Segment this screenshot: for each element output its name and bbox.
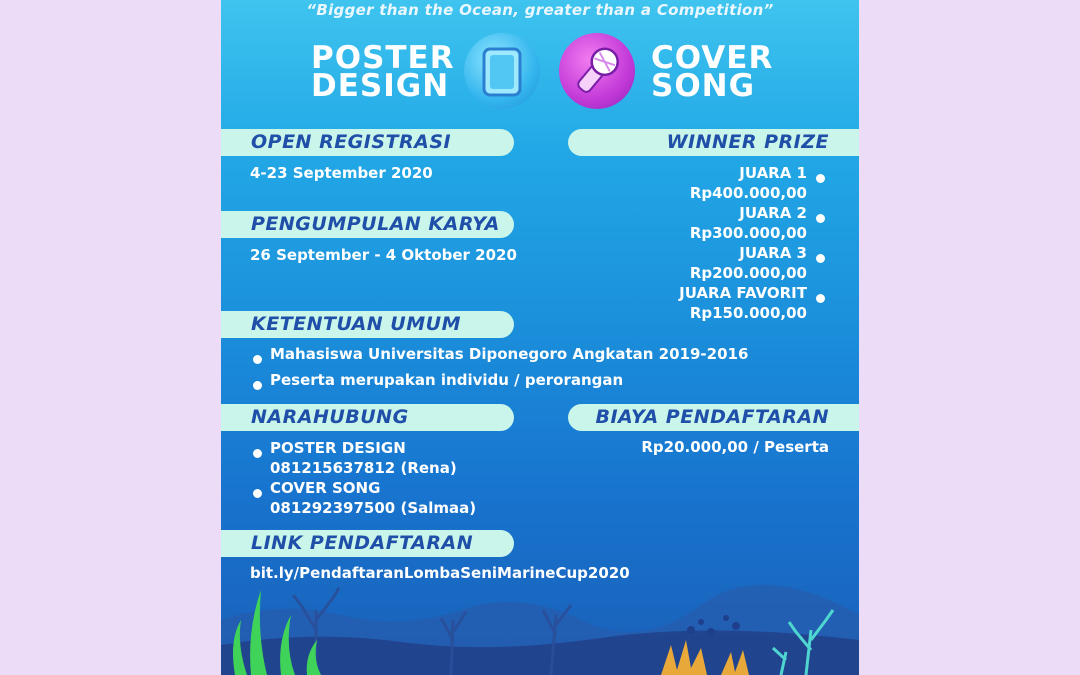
open-registration-date: 4-23 September 2020	[250, 164, 433, 182]
contact-bullet-2	[253, 483, 262, 502]
rules-heading: KETENTUAN UMUM	[221, 311, 514, 338]
poster-design-title	[311, 40, 455, 104]
prize-heading: WINNER PRIZE	[568, 129, 859, 156]
contact-name-1: POSTER DESIGN	[270, 439, 406, 457]
cover-title-line-1: COVER	[651, 40, 774, 76]
cover-song-title	[651, 40, 774, 104]
prize-amount-2: Rp300.000,00	[689, 224, 807, 242]
competition-poster	[221, 0, 859, 675]
link-heading: LINK PENDAFTARAN	[221, 530, 514, 557]
prize-bullet-1	[816, 168, 825, 187]
registration-link[interactable]: bit.ly/PendaftaranLombaSeniMarineCup2020	[250, 564, 630, 582]
rules-bullet-1	[253, 349, 262, 368]
bullet-dot	[816, 214, 825, 223]
bullet-dot	[816, 294, 825, 303]
contact-phone-2: 081292397500 (Salmaa)	[270, 499, 477, 517]
poster-title-line-2: DESIGN	[311, 68, 450, 104]
submission-date: 26 September - 4 Oktober 2020	[250, 246, 517, 264]
bullet-dot	[816, 254, 825, 263]
contact-name-2: COVER SONG	[270, 479, 381, 497]
submission-heading: PENGUMPULAN KARYA	[221, 211, 514, 238]
bullet-dot	[253, 381, 262, 390]
prize-rank-2: JUARA 2	[739, 204, 807, 222]
cover-title-line-2: SONG	[651, 68, 756, 104]
open-registration-heading: OPEN REGISTRASI	[221, 129, 514, 156]
prize-rank-3: JUARA 3	[739, 244, 807, 262]
microphone-icon	[559, 33, 635, 109]
contact-heading: NARAHUBUNG	[221, 404, 514, 431]
prize-amount-1: Rp400.000,00	[689, 184, 807, 202]
prize-amount-4: Rp150.000,00	[689, 304, 807, 322]
poster-title-line-1: POSTER	[311, 40, 455, 76]
fee-heading: BIAYA PENDAFTARAN	[568, 404, 859, 431]
prize-amount-3: Rp200.000,00	[689, 264, 807, 282]
bullet-dot	[253, 489, 262, 498]
rules-item-2: Peserta merupakan individu / perorangan	[270, 371, 624, 389]
rules-item-1: Mahasiswa Universitas Diponegoro Angkatan 2019-2016	[270, 345, 749, 363]
tagline: “Bigger than the Ocean, greater than a Competition”	[306, 1, 774, 19]
prize-rank-1: JUARA 1	[739, 164, 807, 182]
prize-bullet-2	[816, 208, 825, 227]
rules-bullet-2	[253, 375, 262, 394]
seabed-illustration	[221, 560, 859, 675]
prize-bullet-3	[816, 248, 825, 267]
prize-rank-4: JUARA FAVORIT	[679, 284, 807, 302]
contact-bullet-1	[253, 443, 262, 462]
bullet-dot	[253, 355, 262, 364]
contact-phone-1: 081215637812 (Rena)	[270, 459, 457, 477]
bullet-dot	[816, 174, 825, 183]
bullet-dot	[253, 449, 262, 458]
fee-amount: Rp20.000,00 / Peserta	[641, 438, 829, 456]
phone-icon	[464, 33, 540, 109]
prize-bullet-4	[816, 288, 825, 307]
